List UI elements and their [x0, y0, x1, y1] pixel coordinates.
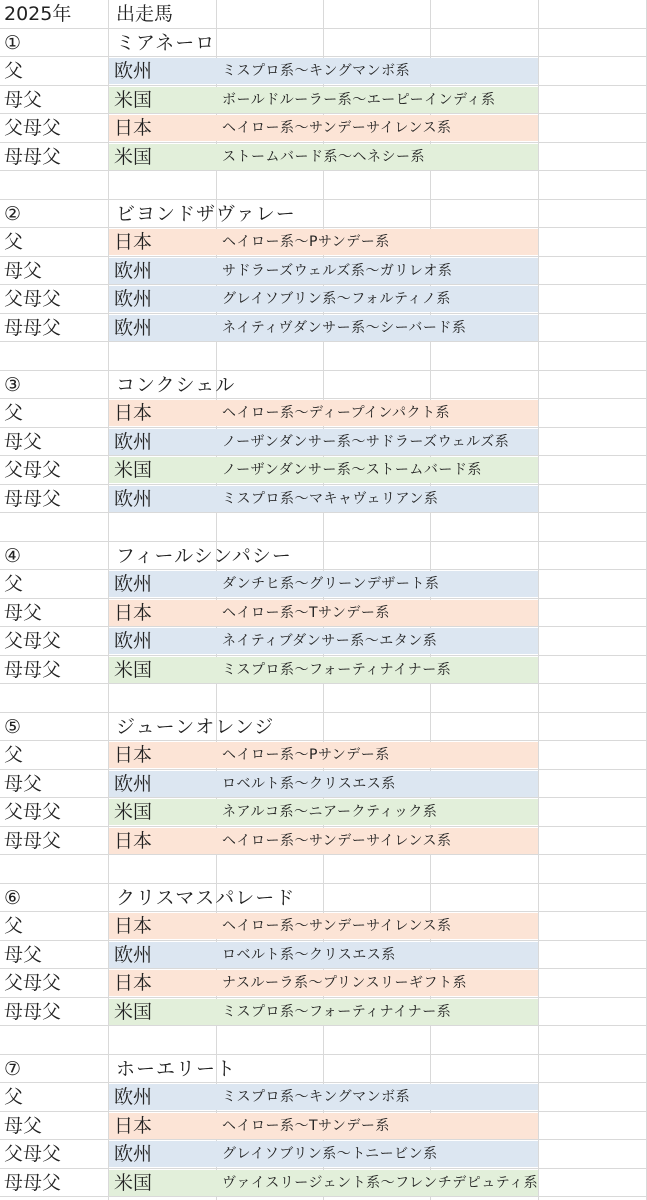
horse-name[interactable]: ホーエリート: [116, 1057, 237, 1080]
pedigree-region[interactable]: 米国: [114, 145, 153, 168]
pedigree-region[interactable]: 米国: [114, 658, 153, 681]
pedigree-row: [0, 1169, 647, 1198]
pedigree-role[interactable]: 父: [4, 231, 24, 253]
sire-line[interactable]: ミスプロ系～フォーティナイナー系: [222, 1003, 452, 1020]
pedigree-region[interactable]: 日本: [114, 915, 153, 937]
pedigree-role[interactable]: 父母父: [4, 459, 62, 481]
pedigree-region[interactable]: 米国: [114, 459, 153, 481]
pedigree-region[interactable]: 欧州: [114, 573, 153, 595]
pedigree-role[interactable]: 父: [4, 915, 24, 937]
sire-line[interactable]: ロベルト系～クリスエス系: [222, 775, 396, 792]
horse-number[interactable]: ⑤: [4, 715, 22, 738]
sire-line[interactable]: ネイティヴダンサー系～シーバード系: [222, 319, 467, 336]
pedigree-role[interactable]: 父母父: [4, 1143, 62, 1165]
pedigree-row: [0, 770, 647, 799]
horse-name[interactable]: コンクシェル: [116, 373, 236, 396]
pedigree-row: [0, 114, 647, 143]
sire-line[interactable]: ロベルト系～クリスエス系: [222, 946, 396, 963]
pedigree-role[interactable]: 母父: [4, 943, 43, 966]
year-cell[interactable]: 2025年: [4, 3, 72, 25]
pedigree-row: [0, 143, 647, 172]
pedigree-region[interactable]: 日本: [114, 744, 153, 766]
pedigree-row: [0, 969, 647, 998]
sire-line[interactable]: グレイソブリン系～トニービン系: [222, 1146, 438, 1162]
horse-number[interactable]: ②: [4, 202, 22, 225]
sire-line[interactable]: ボールドルーラー系～エーピーインディ系: [222, 91, 496, 108]
pedigree-role[interactable]: 母母父: [4, 1000, 62, 1023]
sire-line[interactable]: ヘイロー系～Pサンデー系: [222, 234, 390, 250]
horse-number[interactable]: ③: [4, 373, 22, 396]
pedigree-region[interactable]: 欧州: [114, 1143, 153, 1165]
pedigree-row: [0, 941, 647, 970]
sire-line[interactable]: ミスプロ系～キングマンボ系: [222, 63, 411, 79]
horse-number[interactable]: ①: [4, 31, 22, 54]
sire-line[interactable]: ヘイロー系～Tサンデー系: [222, 604, 390, 621]
pedigree-region[interactable]: 欧州: [114, 316, 153, 339]
horse-name-row: [0, 713, 647, 742]
sire-line[interactable]: ダンチヒ系～グリーンデザート系: [222, 576, 440, 592]
sire-line[interactable]: ストームバード系～ヘネシー系: [222, 148, 425, 165]
pedigree-region[interactable]: 欧州: [114, 487, 153, 510]
pedigree-role[interactable]: 父: [4, 573, 24, 595]
pedigree-role[interactable]: 母母父: [4, 658, 62, 681]
pedigree-row: [0, 1083, 647, 1112]
horse-number[interactable]: ④: [4, 544, 22, 567]
pedigree-row: [0, 998, 647, 1027]
pedigree-role[interactable]: 父母父: [4, 801, 62, 823]
pedigree-region[interactable]: 米国: [114, 88, 153, 111]
pedigree-region[interactable]: 日本: [114, 601, 153, 624]
horse-name[interactable]: ミアネーロ: [116, 31, 216, 54]
pedigree-row: [0, 912, 647, 941]
horse-name[interactable]: ジューンオレンジ: [116, 715, 275, 738]
sire-line[interactable]: グレイソブリン系～フォルティノ系: [222, 291, 451, 307]
pedigree-role[interactable]: 母父: [4, 772, 43, 795]
pedigree-region[interactable]: 日本: [114, 231, 153, 253]
pedigree-row: [0, 570, 647, 599]
pedigree-role[interactable]: 母母父: [4, 1171, 62, 1194]
horse-name[interactable]: ビヨンドザヴァレー: [116, 202, 296, 225]
pedigree-row: [0, 798, 647, 827]
pedigree-row: [0, 1140, 647, 1169]
horse-name-row: [0, 1055, 647, 1084]
horse-number[interactable]: ⑥: [4, 886, 22, 909]
sire-line[interactable]: ヴァイスリージェント系～フレンチデピュティ系: [222, 1174, 539, 1191]
pedigree-role[interactable]: 父: [4, 60, 24, 82]
sire-line[interactable]: ノーザンダンサー系～ストームバード系: [222, 462, 482, 478]
pedigree-role[interactable]: 母父: [4, 430, 43, 453]
pedigree-row: [0, 428, 647, 457]
pedigree-region[interactable]: 欧州: [114, 288, 153, 310]
pedigree-region[interactable]: 欧州: [114, 430, 153, 453]
pedigree-region[interactable]: 米国: [114, 801, 153, 823]
blank-row: [0, 342, 647, 371]
pedigree-role[interactable]: 父母父: [4, 630, 62, 652]
pedigree-region[interactable]: 米国: [114, 1171, 153, 1194]
pedigree-row: [0, 656, 647, 685]
pedigree-row: [0, 86, 647, 115]
horse-number[interactable]: ⑦: [4, 1057, 22, 1080]
pedigree-role[interactable]: 父: [4, 744, 24, 766]
pedigree-role[interactable]: 母父: [4, 1114, 43, 1137]
horse-name-row: [0, 29, 647, 58]
pedigree-role[interactable]: 父: [4, 402, 24, 424]
pedigree-row: [0, 456, 647, 485]
pedigree-role[interactable]: 母母父: [4, 316, 62, 339]
pedigree-region[interactable]: 日本: [114, 829, 153, 852]
pedigree-region[interactable]: 欧州: [114, 60, 153, 82]
pedigree-row: [0, 399, 647, 428]
pedigree-row: [0, 627, 647, 656]
pedigree-region[interactable]: 欧州: [114, 943, 153, 966]
pedigree-row: [0, 314, 647, 343]
pedigree-region[interactable]: 日本: [114, 117, 153, 139]
pedigree-row: [0, 599, 647, 628]
pedigree-role[interactable]: 母父: [4, 259, 43, 282]
pedigree-region[interactable]: 欧州: [114, 1086, 153, 1108]
blank-row: [0, 513, 647, 542]
sire-line[interactable]: ミスプロ系～フォーティナイナー系: [222, 661, 452, 678]
pedigree-row: [0, 1112, 647, 1141]
blank-row: [0, 855, 647, 884]
pedigree-region[interactable]: 欧州: [114, 259, 153, 282]
header-row: [0, 0, 647, 29]
horse-name-row: [0, 884, 647, 913]
pedigree-row: [0, 485, 647, 514]
entries-title-cell[interactable]: 出走馬: [116, 3, 174, 25]
pedigree-role[interactable]: 母母父: [4, 145, 62, 168]
sire-line[interactable]: ヘイロー系～サンデーサイレンス系: [222, 832, 452, 849]
pedigree-role[interactable]: 父母父: [4, 972, 62, 994]
sire-line[interactable]: ヘイロー系～Pサンデー系: [222, 747, 390, 763]
sire-line[interactable]: ミスプロ系～キングマンボ系: [222, 1089, 411, 1105]
pedigree-row: [0, 228, 647, 257]
horse-name-row: [0, 542, 647, 571]
blank-row: [0, 171, 647, 200]
sire-line[interactable]: ヘイロー系～サンデーサイレンス系: [222, 120, 452, 136]
pedigree-row: [0, 57, 647, 86]
sire-line[interactable]: サドラーズウェルズ系～ガリレオ系: [222, 262, 453, 279]
sire-line[interactable]: ノーザンダンサー系～サドラーズウェルズ系: [222, 433, 510, 450]
pedigree-region[interactable]: 欧州: [114, 772, 153, 795]
pedigree-role[interactable]: 母母父: [4, 487, 62, 510]
pedigree-role[interactable]: 母父: [4, 601, 43, 624]
pedigree-region[interactable]: 日本: [114, 402, 153, 424]
pedigree-row: [0, 257, 647, 286]
pedigree-region[interactable]: 日本: [114, 1114, 153, 1137]
sire-line[interactable]: ヘイロー系～Tサンデー系: [222, 1117, 390, 1134]
pedigree-region[interactable]: 日本: [114, 972, 153, 994]
pedigree-row: [0, 285, 647, 314]
sire-line[interactable]: ネイティブダンサー系～エタン系: [222, 633, 438, 649]
sire-line[interactable]: ヘイロー系～ディープインパクト系: [222, 405, 450, 421]
sire-line[interactable]: ヘイロー系～サンデーサイレンス系: [222, 918, 452, 934]
blank-row: [0, 1026, 647, 1055]
pedigree-role[interactable]: 父母父: [4, 288, 62, 310]
pedigree-row: [0, 741, 647, 770]
pedigree-region[interactable]: 欧州: [114, 630, 153, 652]
horse-name[interactable]: クリスマスパレード: [116, 886, 296, 909]
horse-name[interactable]: フィールシンパシー: [116, 544, 292, 567]
pedigree-region[interactable]: 米国: [114, 1000, 153, 1023]
horse-name-row: [0, 200, 647, 229]
pedigree-role[interactable]: 母父: [4, 88, 43, 111]
pedigree-role[interactable]: 父母父: [4, 117, 62, 139]
blank-row: [0, 684, 647, 713]
pedigree-row: [0, 827, 647, 856]
pedigree-role[interactable]: 父: [4, 1086, 24, 1108]
sire-line[interactable]: ネアルコ系～ニアークティック系: [222, 804, 438, 820]
horse-name-row: [0, 371, 647, 400]
sire-line[interactable]: ミスプロ系～マキャヴェリアン系: [222, 490, 439, 507]
sire-line[interactable]: ナスルーラ系～プリンスリーギフト系: [222, 975, 467, 991]
pedigree-role[interactable]: 母母父: [4, 829, 62, 852]
